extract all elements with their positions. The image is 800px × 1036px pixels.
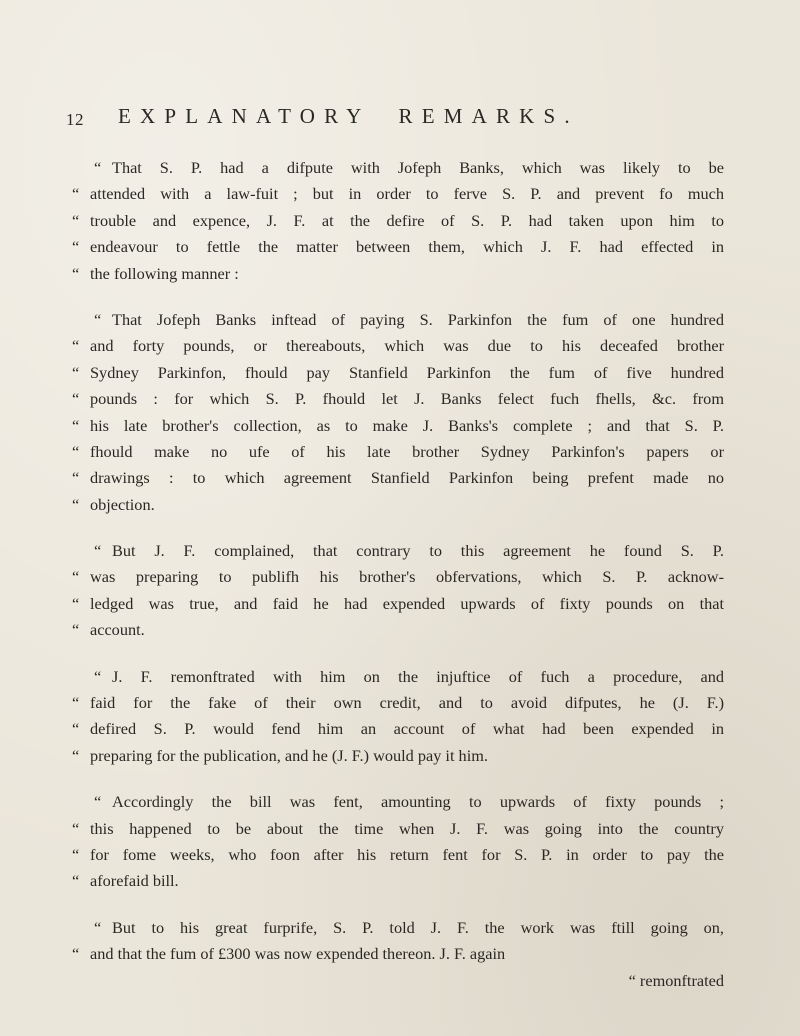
paragraph [72, 538, 724, 644]
quote-mark: “ [72, 745, 80, 765]
line-text: attended with a law-fuit ; but in order to ferve S. P. and prevent fo much [90, 184, 724, 204]
quote-mark: “ [72, 336, 80, 356]
line-text: account. [90, 620, 145, 640]
text-line [72, 716, 724, 742]
text-line [72, 360, 724, 386]
quote-mark: “ [72, 871, 80, 891]
quote-mark: “ [72, 944, 80, 964]
quote-mark: “ [72, 263, 80, 283]
text-line [72, 155, 724, 181]
quote-mark: “ [94, 666, 102, 686]
line-text: and that the fum of £300 was now expended thereon. J. F. again [90, 944, 506, 964]
line-text: That Jofeph Banks inftead of paying S. Parkinfon the fum of one hundred [112, 309, 724, 329]
text-line [72, 386, 724, 412]
quote-mark: “ [72, 362, 80, 382]
line-text: endeavour to fettle the matter between them, which J. F. had effected in [90, 237, 724, 257]
paragraph [72, 307, 724, 518]
quote-mark: “ [72, 441, 80, 461]
text-line [72, 591, 724, 617]
quote-mark: “ [72, 237, 80, 257]
text-line [72, 413, 724, 439]
line-text: and forty pounds, or thereabouts, which was due to his deceafed brother [90, 336, 724, 356]
quote-mark: “ [72, 494, 80, 514]
line-text: J. F. remonftrated with him on the injuftice of fuch a procedure, and [112, 666, 724, 686]
paragraph [72, 155, 724, 287]
quote-mark: “ [72, 693, 80, 713]
text-line [72, 743, 724, 769]
line-text: this happened to be about the time when J. F. was going into the country [90, 818, 724, 838]
line-text: But to his great furprife, S. P. told J. F. the work was ftill going on, [112, 917, 724, 937]
running-head-word-2: REMARKS. [398, 104, 579, 128]
text-line [72, 868, 724, 894]
quote-mark: “ [72, 593, 80, 613]
line-text: But J. F. complained, that contrary to this agreement he found S. P. [112, 541, 724, 561]
text-line [72, 664, 724, 690]
line-text: aforefaid bill. [90, 871, 179, 891]
running-head-word-1: EXPLANATORY [118, 104, 371, 128]
text-line [72, 617, 724, 643]
text-line [72, 208, 724, 234]
body-text [72, 155, 724, 994]
quote-mark: “ [72, 567, 80, 587]
line-text: fhould make no ufe of his late brother Sydney Parkinfon's papers or [90, 441, 724, 461]
text-line [72, 915, 724, 941]
paragraph [72, 915, 724, 968]
quote-mark: “ [72, 719, 80, 739]
quote-mark: “ [94, 158, 102, 177]
line-text: That S. P. had a difpute with Jofeph Banks, which was likely to be [112, 158, 724, 177]
quote-mark: “ [72, 210, 80, 230]
line-text: Sydney Parkinfon, fhould pay Stanfield Parkinfon the fum of five hundred [90, 362, 724, 382]
quote-mark: “ [72, 468, 80, 488]
text-line [72, 564, 724, 590]
quote-mark: “ [72, 818, 80, 838]
text-line [72, 465, 724, 491]
line-text: his late brother's collection, as to make J. Banks's complete ; and that S. P. [90, 415, 724, 435]
text-line [72, 307, 724, 333]
text-line [72, 333, 724, 359]
catchword: “ remonftrated [628, 970, 724, 990]
line-text: for fome weeks, who foon after his return fent for S. P. in order to pay the [90, 844, 724, 864]
paragraph [72, 789, 724, 895]
line-text: trouble and expence, J. F. at the defire of S. P. had taken upon him to [90, 210, 724, 230]
text-line [72, 181, 724, 207]
quote-mark: “ [72, 844, 80, 864]
line-text: ledged was true, and faid he had expended upwards of fixty pounds on that [90, 593, 724, 613]
line-text: preparing for the publication, and he (J. F.) would pay it him. [90, 745, 488, 765]
text-line [72, 538, 724, 564]
quote-mark: “ [94, 309, 102, 329]
text-line [72, 439, 724, 465]
quote-mark: “ [94, 917, 102, 937]
line-text: Accordingly the bill was fent, amounting to upwards of fixty pounds ; [112, 792, 724, 812]
text-line [72, 789, 724, 815]
page-number: 12 [66, 110, 84, 129]
line-text: faid for the fake of their own credit, and to avoid difputes, he (J. F.) [90, 693, 724, 713]
quote-mark: “ [94, 792, 102, 812]
text-line [72, 690, 724, 716]
text-line [72, 492, 724, 518]
quote-mark: “ [72, 389, 80, 409]
line-text: drawings : to which agreement Stanfield Parkinfon being prefent made no [90, 468, 724, 488]
text-line [72, 261, 724, 287]
line-text: the following manner : [90, 263, 239, 283]
text-line [72, 842, 724, 868]
running-head [118, 104, 579, 129]
line-text: defired S. P. would fend him an account of what had been expended in [90, 719, 724, 739]
quote-mark: “ [72, 184, 80, 204]
quote-mark: “ [72, 415, 80, 435]
text-line [72, 941, 724, 967]
page-header [66, 104, 756, 134]
quote-mark: “ [94, 541, 102, 561]
paragraph [72, 664, 724, 770]
line-text: was preparing to publifh his brother's obfervations, which S. P. acknow- [90, 567, 724, 587]
text-line [72, 234, 724, 260]
quote-mark: “ [72, 620, 80, 640]
line-text: pounds : for which S. P. fhould let J. Banks felect fuch fhells, &c. from [90, 389, 724, 409]
text-line [72, 816, 724, 842]
line-text: objection. [90, 494, 155, 514]
